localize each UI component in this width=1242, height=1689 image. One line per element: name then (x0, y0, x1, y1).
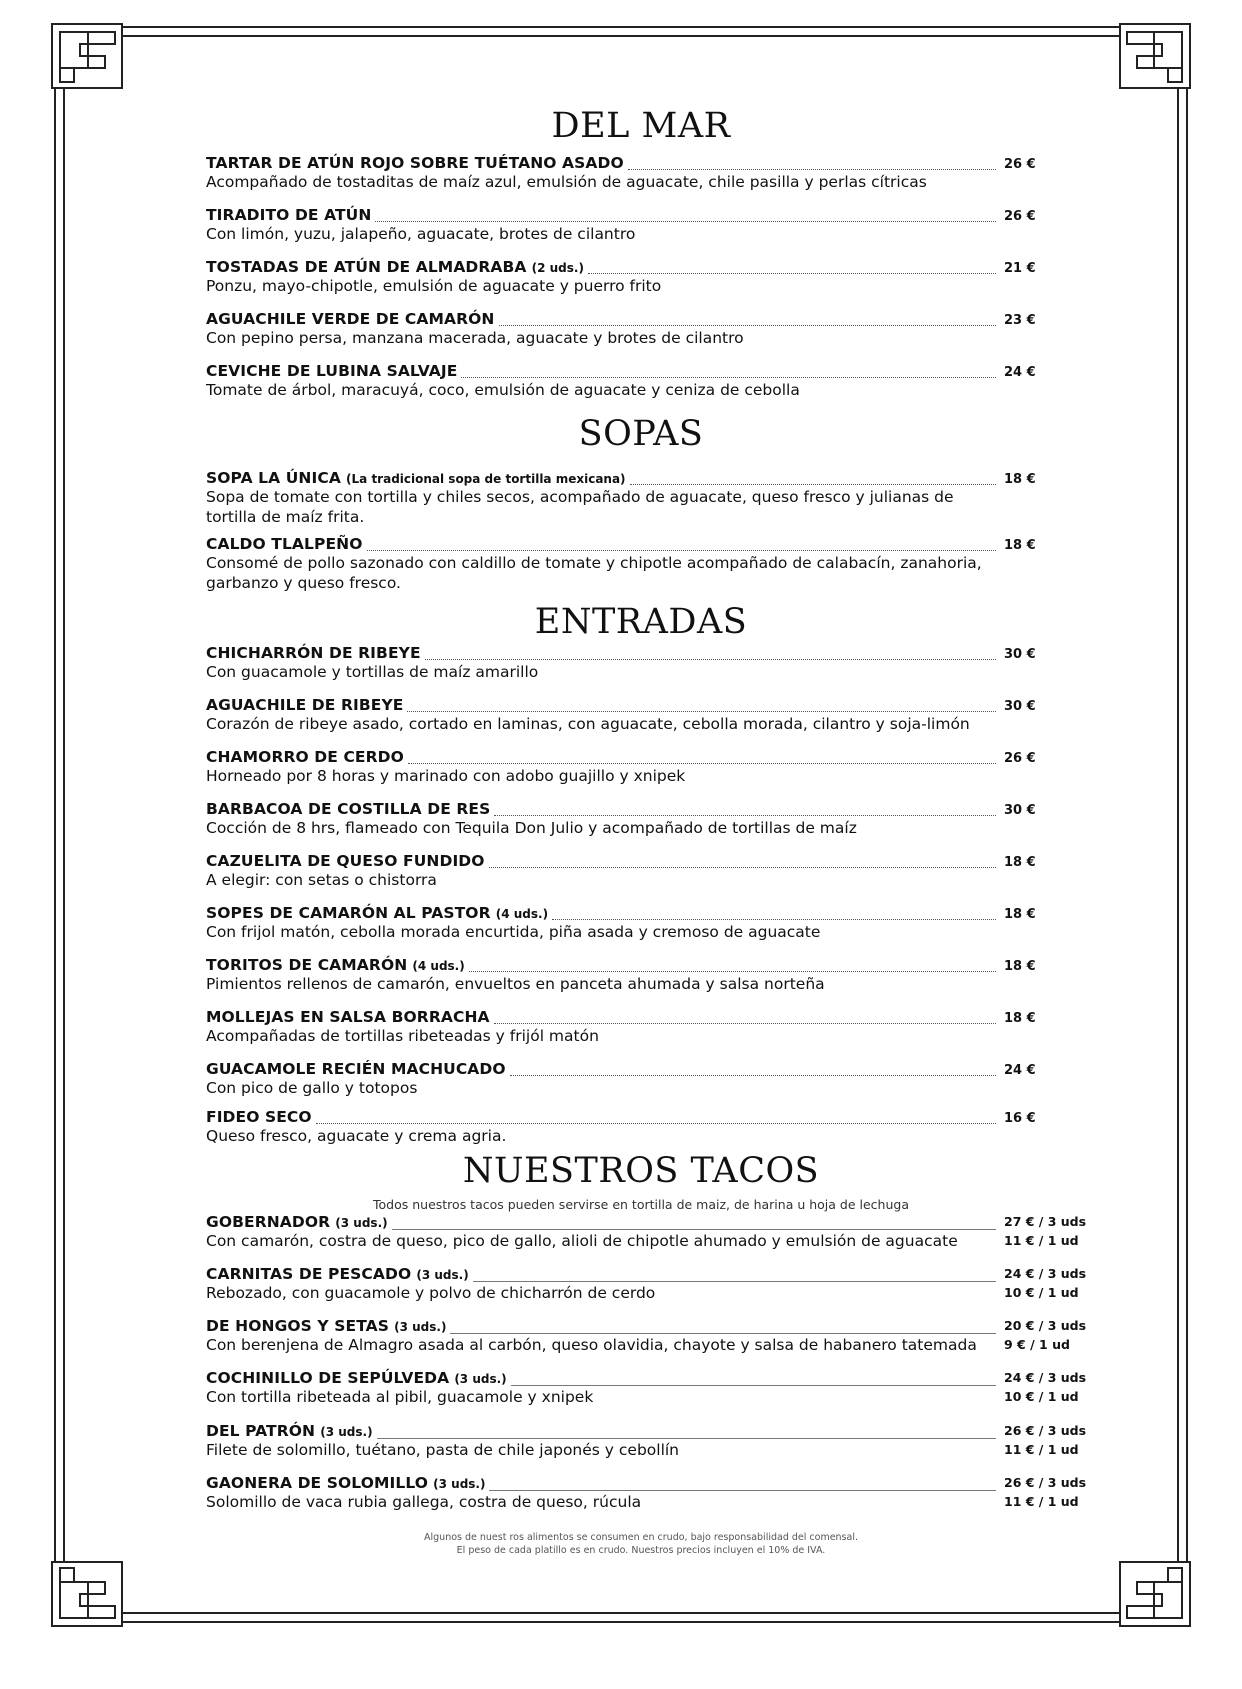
line-leader (489, 1490, 996, 1491)
item-description: Acompañado de tostaditas de maíz azul, emulsión de aguacate, chile pasilla y perlas cítricas (206, 173, 927, 191)
item-price: 18 € (1004, 538, 1036, 553)
menu-item (206, 309, 1076, 349)
price-block (1004, 1473, 1087, 1511)
item-price: 30 € (1004, 803, 1036, 818)
item-name: COCHINILLO DE SEPÚLVEDA (206, 1369, 450, 1387)
taco-item (206, 1316, 1087, 1356)
menu-item (206, 747, 1076, 787)
price-block (1004, 1316, 1087, 1354)
dot-leader (588, 273, 996, 274)
dot-leader (469, 971, 996, 972)
dot-leader (628, 169, 996, 170)
taco-item (206, 1473, 1087, 1513)
item-price: 26 € (1004, 209, 1036, 224)
item-name: DEL PATRÓN (206, 1422, 316, 1440)
item-price: 16 € (1004, 1111, 1036, 1126)
item-description: Horneado por 8 horas y marinado con adobo guajillo y xnipek (206, 767, 686, 785)
item-description: Con berenjena de Almagro asada al carbón, queso olavidia, chayote y salsa de habanero tatemada (206, 1336, 977, 1354)
menu-item (206, 903, 1076, 943)
item-description: Rebozado, con guacamole y polvo de chicharrón de cerdo (206, 1284, 656, 1302)
footer-line-1: Algunos de nuest ros alimentos se consumen en crudo, bajo responsabilidad del comensal. (424, 1532, 858, 1543)
menu-item (206, 534, 1076, 593)
item-description: Ponzu, mayo-chipotle, emulsión de aguacate y puerro frito (206, 277, 662, 295)
item-name: CHAMORRO DE CERDO (206, 748, 404, 766)
item-name: SOPA LA ÚNICA (206, 469, 341, 487)
menu-item (206, 361, 1076, 401)
item-price: 26 € (1004, 157, 1036, 172)
item-name: CAZUELITA DE QUESO FUNDIDO (206, 852, 485, 870)
dot-leader (494, 1023, 996, 1024)
item-description: A elegir: con setas o chistorra (206, 871, 437, 889)
taco-item (206, 1264, 1087, 1304)
item-note: (4 uds.) (495, 907, 549, 921)
item-name: CEVICHE DE LUBINA SALVAJE (206, 362, 458, 380)
dot-leader (316, 1123, 996, 1124)
section-title-nuestros-tacos: NUESTROS TACOS (462, 1151, 820, 1191)
menu-item (206, 1107, 1076, 1147)
dot-leader (499, 325, 997, 326)
item-description: Sopa de tomate con tortilla y chiles secos, acompañado de aguacate, queso fresco y julianas de tortilla de maíz frita. (206, 488, 954, 526)
item-note: (3 uds.) (335, 1216, 388, 1230)
menu-item (206, 851, 1076, 891)
item-description: Con camarón, costra de queso, pico de gallo, alioli de chipotle ahumado y emulsión de aguacate (206, 1232, 958, 1250)
line-leader (450, 1333, 996, 1334)
item-price: 24 € (1004, 365, 1036, 380)
footer-disclaimer (206, 1531, 1076, 1557)
menu-item (206, 799, 1076, 839)
line-leader (392, 1229, 996, 1230)
item-name: SOPES DE CAMARÓN AL PASTOR (206, 904, 491, 922)
menu-item (206, 205, 1076, 245)
line-leader (473, 1281, 996, 1282)
line-leader (511, 1385, 996, 1386)
item-description: Pimientos rellenos de camarón, envueltos en panceta ahumada y salsa norteña (206, 975, 825, 993)
item-price: 30 € (1004, 699, 1036, 714)
dot-leader (494, 815, 996, 816)
item-price: 21 € (1004, 261, 1036, 276)
corner-ornament-top-left (52, 24, 122, 88)
menu-item (206, 257, 1076, 297)
price-1-ud: 11 € / 1 ud (1004, 1233, 1079, 1248)
section-title-sopas: SOPAS (578, 414, 704, 454)
taco-item (206, 1368, 1087, 1408)
price-1-ud: 9 € / 1 ud (1004, 1337, 1070, 1352)
dot-leader (630, 484, 996, 485)
menu-item (206, 695, 1076, 735)
item-price: 18 € (1004, 855, 1036, 870)
item-note: (3 uds.) (454, 1372, 507, 1386)
menu-item (206, 468, 1076, 527)
item-name: FIDEO SECO (206, 1108, 312, 1126)
price-3-uds: 27 € / 3 uds (1004, 1214, 1087, 1229)
item-name: GAONERA DE SOLOMILLO (206, 1474, 429, 1492)
item-description: Con frijol matón, cebolla morada encurtida, piña asada y cremoso de aguacate (206, 923, 821, 941)
price-3-uds: 26 € / 3 uds (1004, 1475, 1087, 1490)
item-name: TOSTADAS DE ATÚN DE ALMADRABA (206, 258, 527, 276)
item-note: (3 uds.) (416, 1268, 469, 1282)
menu-item (206, 1007, 1076, 1047)
item-name: CHICHARRÓN DE RIBEYE (206, 644, 421, 662)
item-price: 26 € (1004, 751, 1036, 766)
item-description: Filete de solomillo, tuétano, pasta de chile japonés y cebollín (206, 1441, 680, 1459)
item-name: CARNITAS DE PESCADO (206, 1265, 412, 1283)
item-description: Corazón de ribeye asado, cortado en laminas, con aguacate, cebolla morada, cilantro y soja-limón (206, 715, 970, 733)
price-3-uds: 20 € / 3 uds (1004, 1318, 1087, 1333)
item-note: (3 uds.) (433, 1477, 486, 1491)
item-description: Consomé de pollo sazonado con caldillo de tomate y chipotle acompañado de calabacín, zanahoria, garbanzo y queso fresco. (206, 554, 982, 592)
taco-item (206, 1212, 1087, 1252)
item-description: Con pepino persa, manzana macerada, aguacate y brotes de cilantro (206, 329, 744, 347)
item-description: Cocción de 8 hrs, flameado con Tequila Don Julio y acompañado de tortillas de maíz (206, 819, 857, 837)
dot-leader (408, 763, 996, 764)
dot-leader (375, 221, 996, 222)
item-name: GUACAMOLE RECIÉN MACHUCADO (206, 1060, 506, 1078)
item-name: AGUACHILE DE RIBEYE (206, 696, 404, 714)
item-name: TARTAR DE ATÚN ROJO SOBRE TUÉTANO ASADO (206, 154, 624, 172)
item-description: Con limón, yuzu, jalapeño, aguacate, brotes de cilantro (206, 225, 636, 243)
dot-leader (461, 377, 996, 378)
item-note: (2 uds.) (531, 261, 584, 275)
dot-leader (552, 919, 996, 920)
dot-leader (510, 1075, 996, 1076)
corner-ornament-top-right (1120, 24, 1190, 88)
item-note: (3 uds.) (320, 1425, 373, 1439)
dot-leader (489, 867, 996, 868)
menu-item (206, 643, 1076, 683)
item-description: Tomate de árbol, maracuyá, coco, emulsión de aguacate y ceniza de cebolla (206, 381, 800, 399)
price-3-uds: 24 € / 3 uds (1004, 1370, 1087, 1385)
section-title-del-mar: DEL MAR (551, 106, 731, 146)
price-block (1004, 1212, 1087, 1250)
price-block (1004, 1421, 1087, 1459)
item-price: 18 € (1004, 959, 1036, 974)
section-title-entradas: ENTRADAS (534, 602, 748, 642)
taco-item (206, 1421, 1087, 1461)
price-1-ud: 11 € / 1 ud (1004, 1442, 1079, 1457)
price-3-uds: 26 € / 3 uds (1004, 1423, 1087, 1438)
item-description: Con pico de gallo y totopos (206, 1079, 418, 1097)
item-name: MOLLEJAS EN SALSA BORRACHA (206, 1008, 490, 1026)
item-name: CALDO TLALPEÑO (206, 535, 363, 553)
item-name: AGUACHILE VERDE DE CAMARÓN (206, 310, 495, 328)
item-name: DE HONGOS Y SETAS (206, 1317, 390, 1335)
tacos-subtitle: Todos nuestros tacos pueden servirse en tortilla de maiz, de harina u hoja de lechuga (373, 1197, 909, 1212)
item-name: GOBERNADOR (206, 1213, 331, 1231)
dot-leader (367, 550, 996, 551)
menu-item (206, 955, 1076, 995)
item-description: Queso fresco, aguacate y crema agria. (206, 1127, 507, 1145)
menu-item (206, 1059, 1076, 1099)
price-1-ud: 11 € / 1 ud (1004, 1494, 1079, 1509)
item-price: 23 € (1004, 313, 1036, 328)
dot-leader (425, 659, 996, 660)
item-description: Acompañadas de tortillas ribeteadas y frijól matón (206, 1027, 599, 1045)
dot-leader (407, 711, 996, 712)
menu-item (206, 153, 1076, 193)
price-1-ud: 10 € / 1 ud (1004, 1389, 1079, 1404)
price-block (1004, 1264, 1087, 1302)
item-description: Con guacamole y tortillas de maíz amarillo (206, 663, 539, 681)
item-name: BARBACOA DE COSTILLA DE RES (206, 800, 491, 818)
corner-ornament-bottom-left (52, 1562, 122, 1626)
corner-ornament-bottom-right (1120, 1562, 1190, 1626)
price-block (1004, 1368, 1087, 1406)
item-note: (La tradicional sopa de tortilla mexicana) (346, 472, 626, 486)
item-name: TIRADITO DE ATÚN (206, 206, 372, 224)
item-price: 18 € (1004, 907, 1036, 922)
price-3-uds: 24 € / 3 uds (1004, 1266, 1087, 1281)
item-price: 30 € (1004, 647, 1036, 662)
item-name: TORITOS DE CAMARÓN (206, 956, 408, 974)
footer-line-2: El peso de cada platillo es en crudo. Nuestros precios incluyen el 10% de IVA. (456, 1545, 826, 1556)
item-price: 24 € (1004, 1063, 1036, 1078)
price-1-ud: 10 € / 1 ud (1004, 1285, 1079, 1300)
item-price: 18 € (1004, 472, 1036, 487)
item-note: (3 uds.) (394, 1320, 447, 1334)
item-description: Con tortilla ribeteada al pibil, guacamole y xnipek (206, 1388, 594, 1406)
item-price: 18 € (1004, 1011, 1036, 1026)
line-leader (377, 1438, 996, 1439)
item-note: (4 uds.) (412, 959, 465, 973)
item-description: Solomillo de vaca rubia gallega, costra de queso, rúcula (206, 1493, 642, 1511)
